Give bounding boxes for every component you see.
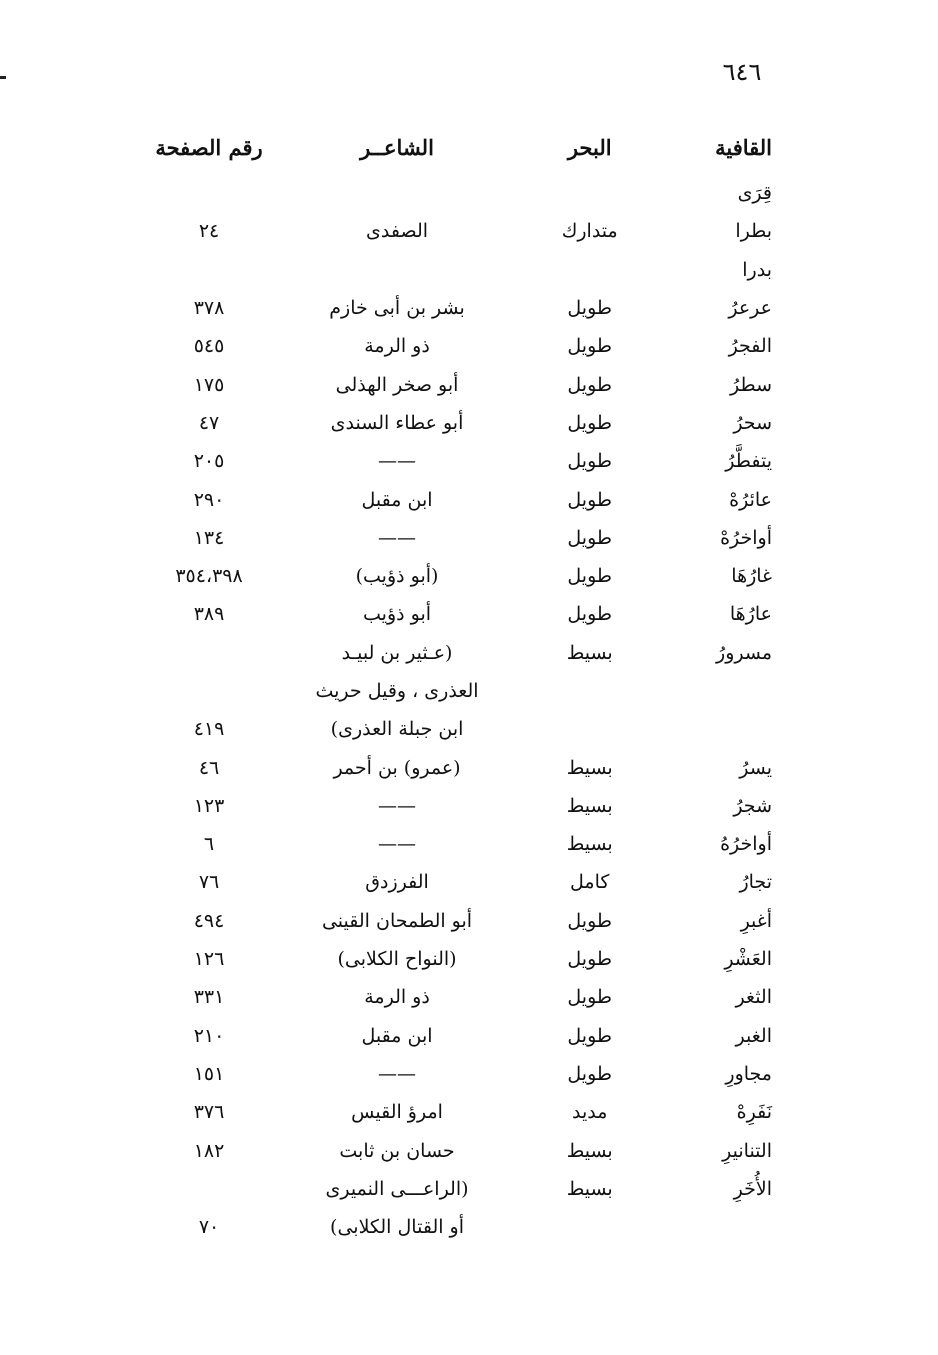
table-row bbox=[140, 557, 780, 595]
poet-cell: بشر بن أبى خازم bbox=[329, 297, 465, 320]
rhyme-cell bbox=[663, 1208, 780, 1246]
header-meter: البحر bbox=[567, 134, 612, 160]
meter-cell: طويل bbox=[567, 1062, 613, 1085]
table-row bbox=[140, 1208, 780, 1246]
table-row bbox=[140, 1093, 780, 1131]
meter-cell bbox=[516, 174, 663, 212]
rhyme-cell: عائرُهْ bbox=[729, 488, 772, 511]
table-row bbox=[140, 365, 780, 403]
poet-cell: (النواح الكلابى) bbox=[337, 948, 457, 971]
rhyme-cell: الأُخَرِ bbox=[733, 1177, 772, 1200]
meter-cell: بسيط bbox=[566, 794, 613, 817]
meter-cell: مديد bbox=[572, 1101, 608, 1124]
rhyme-cell: بدرا bbox=[742, 258, 772, 281]
meter-cell: بسيط bbox=[566, 1177, 613, 1200]
page-number-cell: ٤١٩ bbox=[193, 718, 225, 741]
meter-cell: بسيط bbox=[566, 833, 613, 856]
page-number-cell: ٤٧ bbox=[198, 411, 220, 434]
table-row bbox=[140, 442, 780, 480]
meter-cell bbox=[516, 672, 663, 710]
poet-cell: امرؤ القيس bbox=[351, 1101, 443, 1124]
header-page: رقم الصفحة bbox=[155, 134, 263, 160]
header-poet: الشاعــر bbox=[360, 134, 434, 160]
table-row bbox=[140, 710, 780, 748]
table-row bbox=[140, 902, 780, 940]
rhyme-cell: الثغر bbox=[735, 986, 772, 1009]
poet-cell: أو القتال الكلابى) bbox=[330, 1216, 465, 1239]
meter-cell: متدارك bbox=[561, 220, 618, 243]
table-row bbox=[140, 519, 780, 557]
meter-cell: طويل bbox=[567, 488, 613, 511]
table-row bbox=[140, 251, 780, 289]
meter-cell: بسيط bbox=[566, 641, 613, 664]
meter-cell: طويل bbox=[567, 986, 613, 1009]
poet-cell bbox=[278, 174, 516, 212]
table-row bbox=[140, 1170, 780, 1208]
poet-cell: أبو الطمحان القينى bbox=[321, 909, 473, 932]
rhyme-cell: العَشْرِ bbox=[724, 948, 772, 971]
rhyme-cell bbox=[663, 710, 780, 748]
poet-cell: أبو ذؤيب bbox=[363, 603, 432, 626]
meter-cell bbox=[516, 1208, 663, 1246]
rhyme-cell: أواخرُهْ bbox=[720, 526, 772, 549]
poet-cell: (عـثير بن لبيـد bbox=[341, 641, 453, 664]
page-number-cell: ١٧٥ bbox=[193, 373, 225, 396]
poet-cell: —— bbox=[378, 1062, 417, 1085]
table-row bbox=[140, 825, 780, 863]
poet-cell: الصفدى bbox=[366, 220, 429, 243]
page-number-cell bbox=[140, 174, 278, 212]
table-row bbox=[140, 327, 780, 365]
rhyme-cell: نَفَرِهْ bbox=[736, 1101, 772, 1124]
rhyme-index-table bbox=[140, 126, 780, 1246]
page-number-cell bbox=[140, 634, 278, 672]
meter-cell: طويل bbox=[567, 565, 613, 588]
rhyme-cell: تجارُ bbox=[739, 871, 772, 894]
page-number-cell bbox=[140, 672, 278, 710]
page-number: ٦٤٦ bbox=[722, 58, 762, 86]
poet-cell: أبو صخر الهذلى bbox=[335, 373, 459, 396]
poet-cell: —— bbox=[378, 526, 417, 549]
rhyme-cell: مسرورُ bbox=[716, 641, 772, 664]
meter-cell: طويل bbox=[567, 526, 613, 549]
meter-cell: طويل bbox=[567, 909, 613, 932]
table-row bbox=[140, 174, 780, 212]
meter-cell: طويل bbox=[567, 373, 613, 396]
page-number-cell: ٥٤٥ bbox=[193, 335, 225, 358]
poet-cell: ذو الرمة bbox=[364, 986, 430, 1009]
header-rhyme: القافية bbox=[715, 134, 772, 160]
page-number-cell: ٣٥٤،٣٩٨ bbox=[175, 565, 243, 588]
table-row bbox=[140, 748, 780, 786]
table-row bbox=[140, 863, 780, 901]
poet-cell: حسان بن ثابت bbox=[339, 1139, 455, 1162]
poet-cell: —— bbox=[378, 450, 417, 473]
meter-cell: طويل bbox=[567, 335, 613, 358]
poet-cell: ذو الرمة bbox=[364, 335, 430, 358]
rhyme-cell: عرعرُ bbox=[728, 297, 772, 320]
table-row bbox=[140, 404, 780, 442]
table-row bbox=[140, 595, 780, 633]
table-row bbox=[140, 787, 780, 825]
page-number-cell: ٢٠٥ bbox=[193, 450, 225, 473]
table-header-row bbox=[140, 126, 780, 174]
rhyme-cell: شجرُ bbox=[733, 794, 772, 817]
rhyme-cell: أواخرُهُ bbox=[720, 833, 772, 856]
rhyme-cell: عارُهَا bbox=[729, 603, 772, 626]
poet-cell: العذرى ، وقيل حريث bbox=[315, 680, 479, 702]
page-number-cell: ٢٩٠ bbox=[193, 488, 225, 511]
page-number-cell: ٣٧٨ bbox=[193, 297, 225, 320]
rhyme-cell: يتفطَّرُ bbox=[725, 450, 772, 473]
rhyme-cell: الفجرُ bbox=[728, 335, 772, 358]
poet-cell bbox=[278, 251, 516, 289]
page-number-cell: ١٢٦ bbox=[193, 948, 225, 971]
meter-cell bbox=[516, 251, 663, 289]
rhyme-cell: سحرُ bbox=[733, 411, 772, 434]
rhyme-cell bbox=[663, 672, 780, 710]
page-number-cell: ٣٧٦ bbox=[193, 1101, 225, 1124]
page-number-cell: ٣٨٩ bbox=[193, 603, 225, 626]
poet-cell: ابن جبلة العذرى) bbox=[330, 718, 464, 741]
page-number-cell: ٦ bbox=[203, 833, 215, 856]
table-row bbox=[140, 634, 780, 672]
meter-cell: بسيط bbox=[566, 756, 613, 779]
meter-cell: كامل bbox=[570, 871, 610, 894]
page-edge-mark bbox=[0, 76, 6, 79]
table-row bbox=[140, 480, 780, 518]
poet-cell: (الراعـــى النميرى bbox=[325, 1177, 469, 1200]
meter-cell: طويل bbox=[567, 450, 613, 473]
meter-cell: طويل bbox=[567, 411, 613, 434]
page-number-cell: ٢٤ bbox=[198, 220, 220, 243]
page-number-cell: ١٥١ bbox=[193, 1062, 225, 1085]
rhyme-cell: سطرُ bbox=[730, 373, 772, 396]
page-number-cell: ١٣٤ bbox=[193, 526, 225, 549]
table-row bbox=[140, 1055, 780, 1093]
rhyme-cell: يسرُ bbox=[739, 756, 772, 779]
rhyme-cell: التنانيرِ bbox=[722, 1139, 772, 1162]
poet-cell: ابن مقبل bbox=[361, 488, 433, 511]
page-number-cell: ١٢٣ bbox=[193, 794, 225, 817]
meter-cell: طويل bbox=[567, 603, 613, 626]
meter-cell: بسيط bbox=[566, 1139, 613, 1162]
rhyme-cell: مجاورِ bbox=[725, 1062, 772, 1085]
page-number-cell: ٢١٠ bbox=[193, 1024, 225, 1047]
poet-cell: —— bbox=[378, 833, 417, 856]
page-number-cell: ٣٣١ bbox=[193, 986, 225, 1009]
table-row bbox=[140, 289, 780, 327]
poet-cell: ابن مقبل bbox=[361, 1024, 433, 1047]
poet-cell: (أبو ذؤيب) bbox=[355, 565, 439, 588]
page-number-cell bbox=[140, 251, 278, 289]
rhyme-cell: الغبر bbox=[735, 1024, 772, 1047]
meter-cell: طويل bbox=[567, 948, 613, 971]
table-row bbox=[140, 1131, 780, 1169]
table-row bbox=[140, 672, 780, 710]
poet-cell: (عمرو) بن أحمر bbox=[333, 756, 461, 779]
table-row bbox=[140, 978, 780, 1016]
rhyme-cell: أغبرِ bbox=[740, 909, 772, 932]
page-number-cell bbox=[140, 1170, 278, 1208]
rhyme-cell: غارُهَا bbox=[731, 565, 772, 588]
table-row bbox=[140, 212, 780, 250]
page-number-cell: ١٨٢ bbox=[193, 1139, 225, 1162]
page-number-cell: ٧٦ bbox=[198, 871, 220, 894]
page-number-cell: ٤٩٤ bbox=[193, 909, 225, 932]
page-number-cell: ٧٠ bbox=[198, 1216, 220, 1239]
meter-cell bbox=[516, 710, 663, 748]
table-row bbox=[140, 1017, 780, 1055]
meter-cell: طويل bbox=[567, 1024, 613, 1047]
poet-cell: الفرزدق bbox=[365, 871, 429, 894]
rhyme-cell: قِرَى bbox=[737, 182, 772, 205]
poet-cell: أبو عطاء السندى bbox=[330, 411, 464, 434]
table-row bbox=[140, 940, 780, 978]
meter-cell: طويل bbox=[567, 297, 613, 320]
page-number-cell: ٤٦ bbox=[198, 756, 220, 779]
rhyme-cell: بطرا bbox=[735, 220, 772, 243]
poet-cell: —— bbox=[378, 794, 417, 817]
